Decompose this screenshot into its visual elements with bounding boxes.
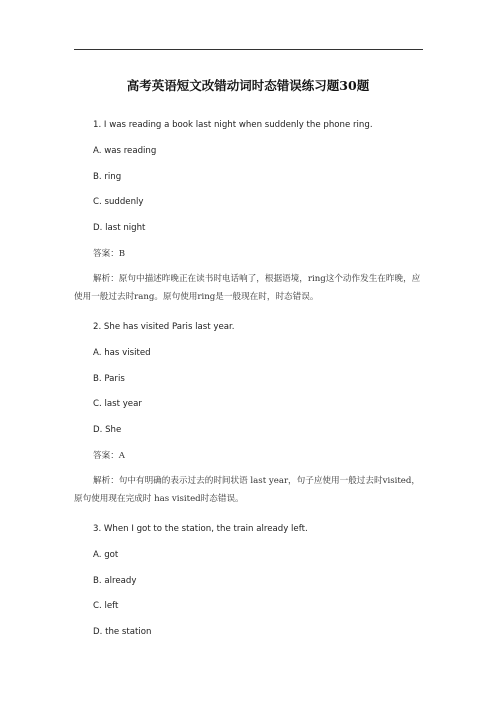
question-1-answer: 答案：B <box>93 249 126 259</box>
question-1-option-d: D. last night <box>93 223 146 233</box>
question-1-option-c: C. suddenly <box>93 197 144 207</box>
page-title: 高考英语短文改错动词时态错误练习题30题 <box>126 78 370 93</box>
question-3-stem: 3. When I got to the station, the train already left. <box>93 524 308 534</box>
question-2-option-a: A. has visited <box>93 348 151 358</box>
question-2-stem: 2. She has visited Paris last year. <box>93 322 235 332</box>
question-1-stem: 1. I was reading a book last night when suddenly the phone ring. <box>93 120 373 130</box>
question-3-option-d: D. the station <box>93 627 152 637</box>
question-3-option-c: C. left <box>93 601 119 611</box>
question-2-option-d: D. She <box>93 425 122 435</box>
question-1-option-a: A. was reading <box>93 146 157 156</box>
header-rule <box>74 49 423 50</box>
question-1-option-b: B. ring <box>93 172 122 182</box>
question-3-option-b: B. already <box>93 576 137 586</box>
question-2-answer: 答案：A <box>93 451 125 461</box>
question-3-option-a: A. got <box>93 550 119 560</box>
question-2-option-b: B. Paris <box>93 374 125 384</box>
question-2-option-c: C. last year <box>93 399 142 409</box>
question-2-explanation: 解析：句中有明确的表示过去的时间状语 last year，句子应使用一般过去时visited，原句使用现在完成时 has visited时态错误。 <box>74 476 420 504</box>
question-1-explanation: 解析：原句中描述昨晚正在读书时电话响了，根据语境，ring这个动作发生在昨晚，应使用一般过去时rang。原句使用ring是一般现在时，时态错误。 <box>74 274 421 302</box>
